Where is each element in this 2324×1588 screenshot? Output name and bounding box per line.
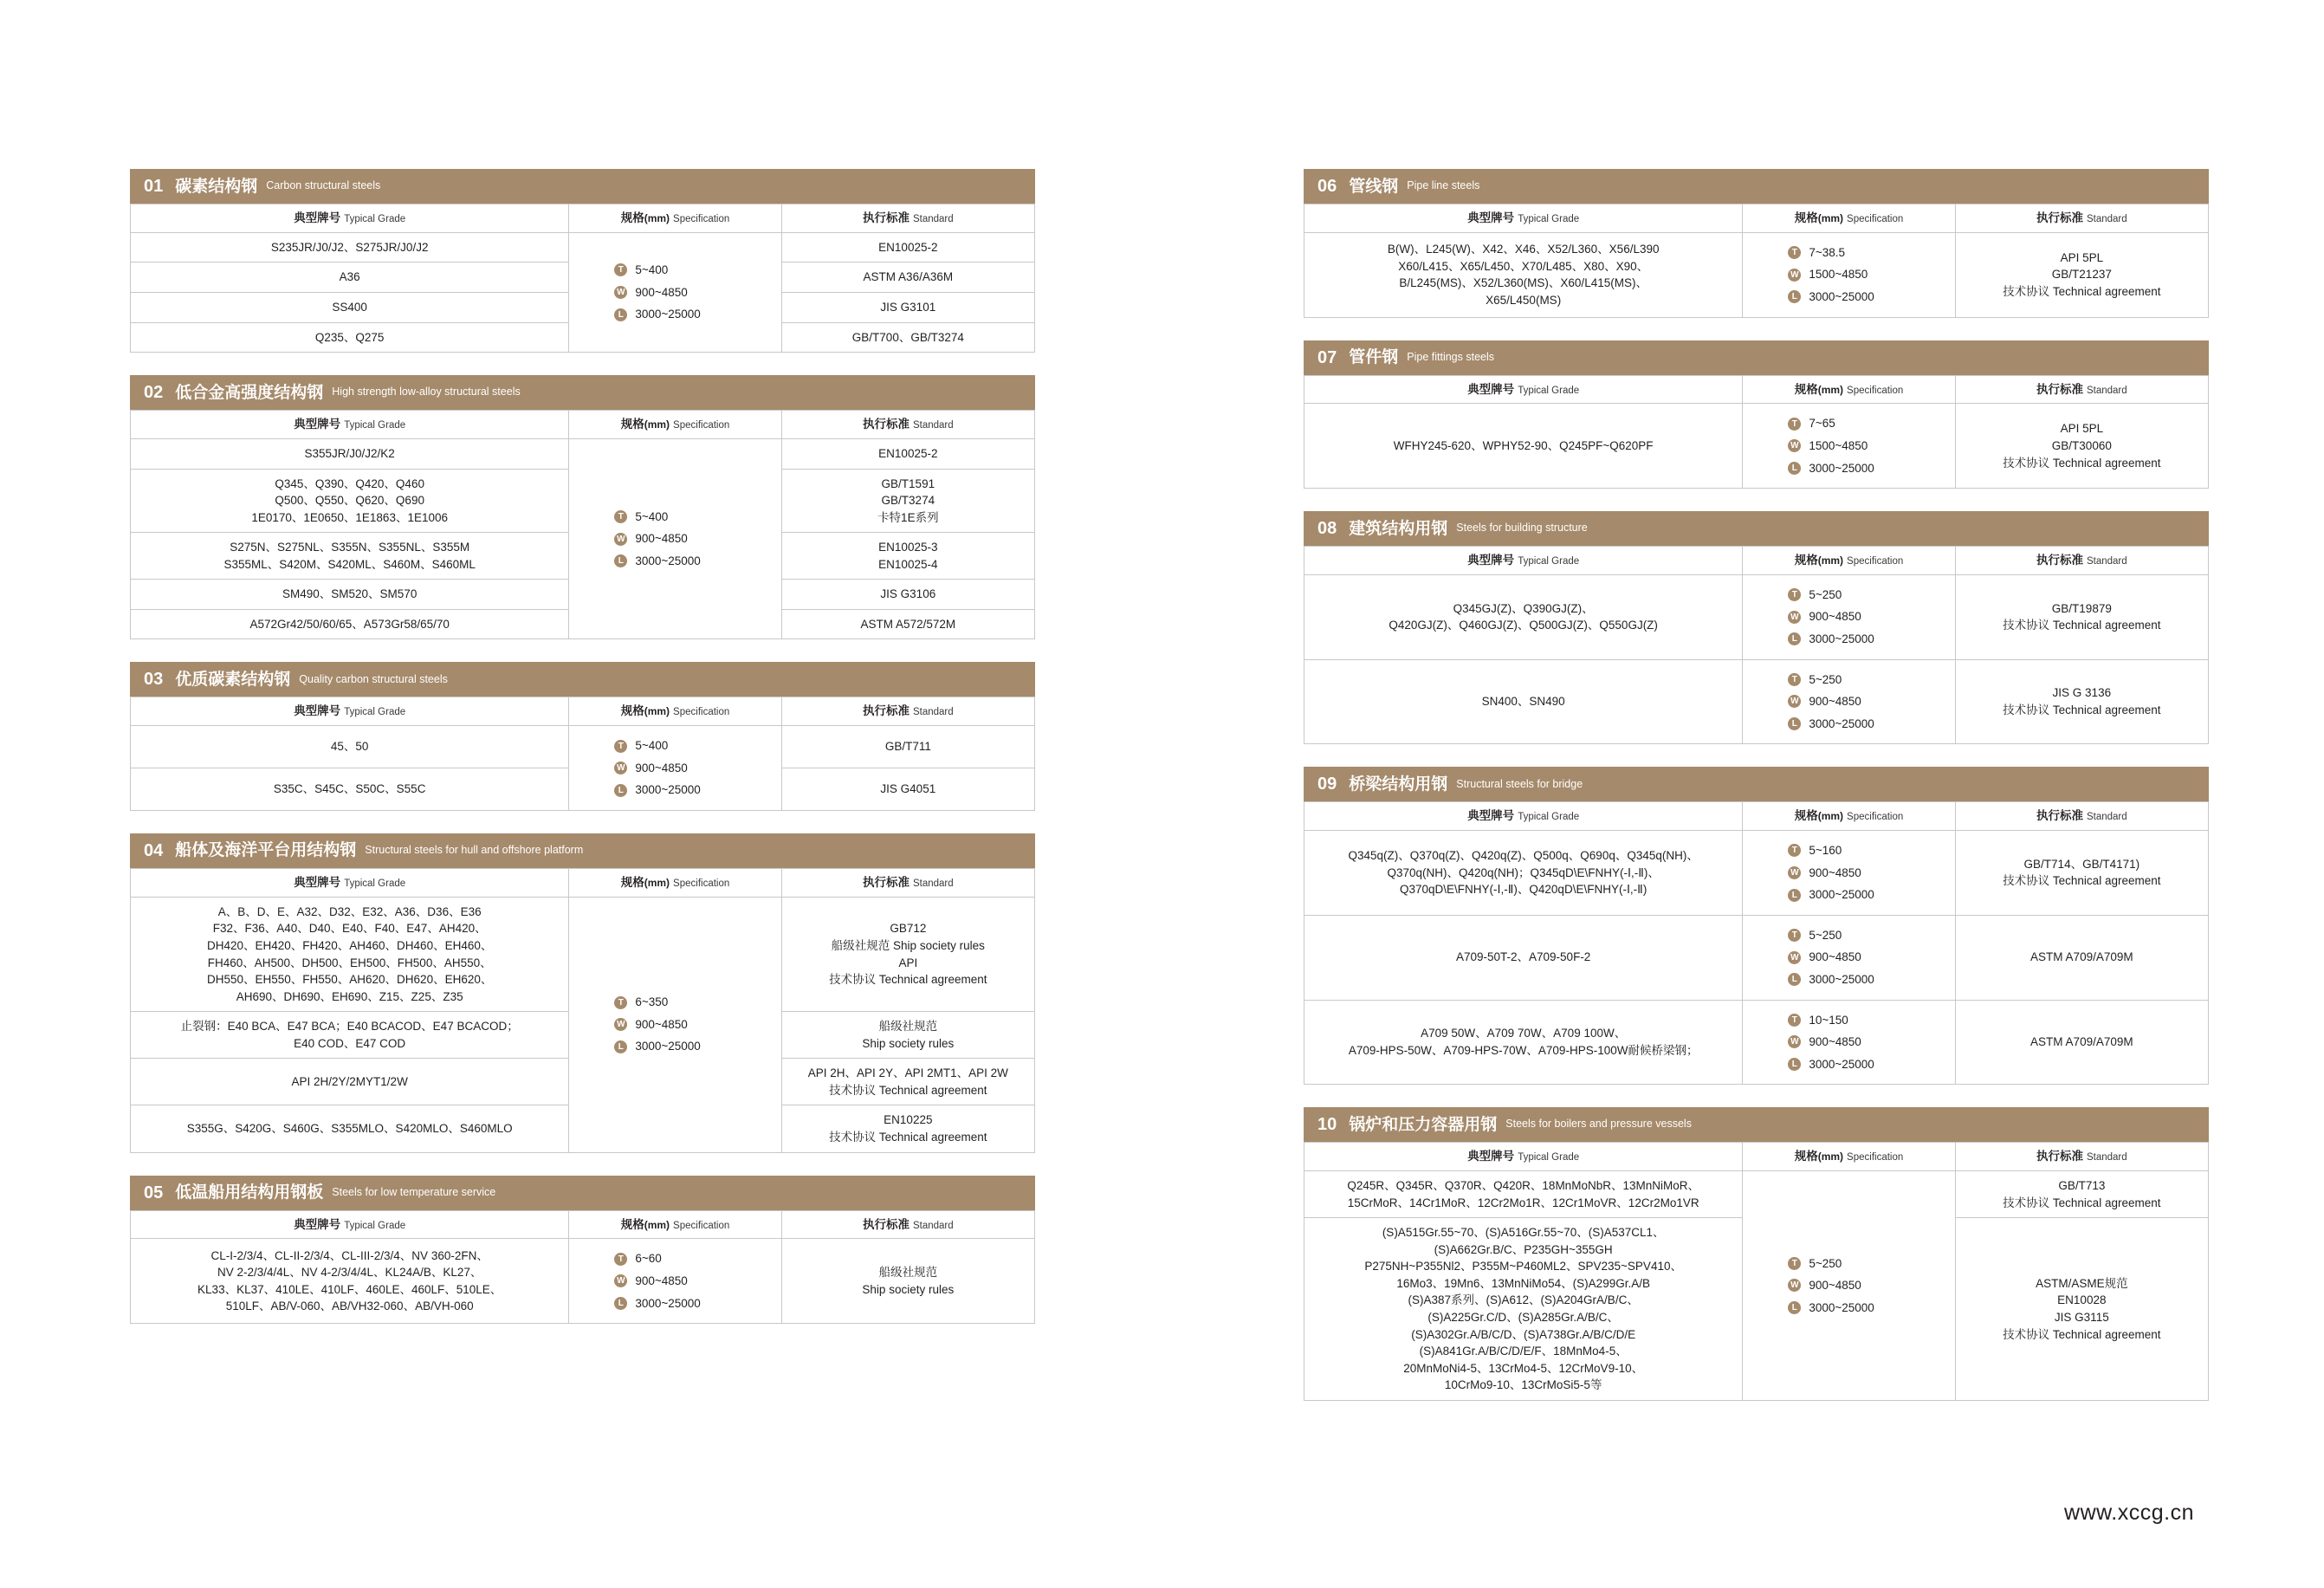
thickness-value: 10~150 bbox=[1809, 1013, 1848, 1027]
length-value: 3000~25000 bbox=[1809, 289, 1874, 303]
section-02 bbox=[130, 375, 1035, 639]
standard-cell: ASTM A709/A709M bbox=[1955, 1000, 2208, 1085]
length-value: 3000~25000 bbox=[1809, 1057, 1874, 1071]
specification-values bbox=[1748, 244, 1949, 306]
grade-cell: A36 bbox=[131, 263, 569, 293]
table-row bbox=[131, 438, 1035, 469]
length-badge-icon: L bbox=[614, 1040, 627, 1053]
section-title-en: High strength low-alloy structural steels bbox=[332, 386, 521, 399]
table-row bbox=[1304, 574, 2209, 659]
standard-cell: GB712 船级社规范 Ship society rules API 技术协议 Technical agreement bbox=[781, 897, 1034, 1011]
width-value: 900~4850 bbox=[1809, 695, 1861, 709]
standard-cell: JIS G3101 bbox=[781, 292, 1034, 322]
specification-values bbox=[1748, 1012, 1949, 1073]
column-header-specification: 规格(mm) Specification bbox=[569, 204, 781, 233]
column-header-standard: 执行标准 Standard bbox=[781, 1210, 1034, 1239]
grade-cell: S235JR/J0/J2、S275JR/J0/J2 bbox=[131, 232, 569, 263]
table-row bbox=[1304, 404, 2209, 489]
table-row bbox=[131, 1239, 1035, 1324]
standard-cell: 船级社规范 Ship society rules bbox=[781, 1239, 1034, 1324]
width-value: 1500~4850 bbox=[1809, 438, 1868, 452]
grade-cell: B(W)、L245(W)、X42、X46、X52/L360、X56/L390 X60/L415、X65/L450、X70/L485、X80、X90、 B/L245(MS)、X52/L360(MS)、X60/L415(MS)、 X65/L450(MS) bbox=[1304, 232, 1743, 317]
section-05 bbox=[130, 1176, 1035, 1325]
section-title-cn: 锅炉和压力容器用钢 bbox=[1349, 1115, 1498, 1134]
table-header-row bbox=[131, 1210, 1035, 1239]
section-title-cn: 低合金高强度结构钢 bbox=[175, 383, 324, 402]
width-badge-icon: W bbox=[614, 286, 627, 299]
column-header-grade: 典型牌号 Typical Grade bbox=[131, 1210, 569, 1239]
width-value: 900~4850 bbox=[635, 1274, 688, 1287]
width-badge-icon: W bbox=[614, 1274, 627, 1287]
left-column bbox=[130, 169, 1035, 1346]
section-06 bbox=[1304, 169, 2209, 318]
length-badge-icon: L bbox=[1788, 889, 1801, 902]
length-value: 3000~25000 bbox=[1809, 972, 1874, 986]
width-value: 900~4850 bbox=[1809, 1279, 1861, 1293]
section-header bbox=[1304, 767, 2209, 801]
standard-cell: GB/T713 技术协议 Technical agreement bbox=[1955, 1171, 2208, 1218]
length-value: 3000~25000 bbox=[1809, 888, 1874, 902]
grade-cell: SN400、SN490 bbox=[1304, 659, 1743, 744]
table-row bbox=[1304, 659, 2209, 744]
column-header-specification: 规格(mm) Specification bbox=[1743, 375, 1955, 404]
steel-grade-table bbox=[1304, 546, 2209, 744]
thickness-value: 5~400 bbox=[635, 263, 669, 277]
section-08 bbox=[1304, 511, 2209, 744]
width-value: 900~4850 bbox=[1809, 950, 1861, 964]
section-title-cn: 桥梁结构用钢 bbox=[1349, 775, 1448, 794]
specification-cell bbox=[569, 897, 781, 1152]
column-header-standard: 执行标准 Standard bbox=[1955, 547, 2208, 575]
column-header-grade: 典型牌号 Typical Grade bbox=[131, 868, 569, 897]
thickness-badge-icon: T bbox=[614, 510, 627, 523]
width-badge-icon: W bbox=[1788, 1035, 1801, 1048]
section-07 bbox=[1304, 340, 2209, 489]
standard-cell: GB/T700、GB/T3274 bbox=[781, 322, 1034, 353]
length-badge-icon: L bbox=[1788, 290, 1801, 303]
thickness-badge-icon: T bbox=[1788, 929, 1801, 942]
specification-values bbox=[1748, 587, 1949, 648]
specification-values bbox=[1748, 1255, 1949, 1317]
column-header-specification: 规格(mm) Specification bbox=[569, 1210, 781, 1239]
column-header-standard: 执行标准 Standard bbox=[781, 411, 1034, 439]
section-number: 05 bbox=[144, 1183, 164, 1202]
right-column bbox=[1304, 169, 2209, 1423]
table-row bbox=[1304, 831, 2209, 916]
section-title-cn: 低温船用结构用钢板 bbox=[175, 1183, 324, 1202]
section-title-cn: 碳素结构钢 bbox=[175, 177, 258, 196]
section-number: 07 bbox=[1317, 347, 1337, 367]
specification-values bbox=[574, 737, 775, 799]
section-title-en: Pipe fittings steels bbox=[1407, 350, 1495, 363]
length-value: 3000~25000 bbox=[1809, 716, 1874, 730]
column-header-specification: 规格(mm) Specification bbox=[1743, 1143, 1955, 1171]
standard-cell: 船级社规范 Ship society rules bbox=[781, 1012, 1034, 1059]
length-badge-icon: L bbox=[1788, 1058, 1801, 1071]
grade-cell: A、B、D、E、A32、D32、E32、A36、D36、E36 F32、F36、A40、D40、E40、F40、E47、AH420、 DH420、EH420、FH420、AH460、DH460、EH460、 FH460、AH500、DH500、EH500、FH500、AH550、 DH550、EH550、FH550、AH620、DH620、EH620、 AH690、DH690、EH690、Z15、Z25、Z35 bbox=[131, 897, 569, 1011]
section-title-en: Quality carbon structural steels bbox=[299, 672, 448, 685]
section-header bbox=[130, 1176, 1035, 1210]
width-value: 900~4850 bbox=[1809, 1035, 1861, 1049]
section-number: 08 bbox=[1317, 519, 1337, 539]
width-value: 1500~4850 bbox=[1809, 268, 1868, 282]
column-header-standard: 执行标准 Standard bbox=[781, 868, 1034, 897]
standard-cell: ASTM/ASME规范 EN10028 JIS G3115 技术协议 Technical agreement bbox=[1955, 1218, 2208, 1401]
thickness-badge-icon: T bbox=[1788, 1014, 1801, 1027]
grade-cell: API 2H/2Y/2MYT1/2W bbox=[131, 1059, 569, 1105]
grade-cell: Q345GJ(Z)、Q390GJ(Z)、 Q420GJ(Z)、Q460GJ(Z)、Q500GJ(Z)、Q550GJ(Z) bbox=[1304, 574, 1743, 659]
column-header-specification: 规格(mm) Specification bbox=[1743, 547, 1955, 575]
specification-cell bbox=[1743, 404, 1955, 489]
section-title-cn: 管线钢 bbox=[1349, 177, 1399, 196]
table-row bbox=[131, 897, 1035, 1011]
width-badge-icon: W bbox=[1788, 951, 1801, 964]
section-title-cn: 建筑结构用钢 bbox=[1349, 519, 1448, 538]
steel-grade-table bbox=[1304, 1142, 2209, 1401]
section-01 bbox=[130, 169, 1035, 353]
section-number: 10 bbox=[1317, 1115, 1337, 1135]
table-header-row bbox=[131, 411, 1035, 439]
column-header-specification: 规格(mm) Specification bbox=[569, 697, 781, 726]
section-03 bbox=[130, 662, 1035, 811]
length-value: 3000~25000 bbox=[1809, 632, 1874, 646]
specification-values bbox=[1748, 671, 1949, 733]
standard-cell: API 2H、API 2Y、API 2MT1、API 2W 技术协议 Technical agreement bbox=[781, 1059, 1034, 1105]
column-header-grade: 典型牌号 Typical Grade bbox=[131, 204, 569, 233]
length-badge-icon: L bbox=[1788, 632, 1801, 645]
specification-cell bbox=[1743, 1000, 1955, 1085]
grade-cell: Q235、Q275 bbox=[131, 322, 569, 353]
specification-cell bbox=[1743, 232, 1955, 317]
thickness-badge-icon: T bbox=[1788, 588, 1801, 601]
column-header-grade: 典型牌号 Typical Grade bbox=[1304, 1143, 1743, 1171]
grade-cell: Q345、Q390、Q420、Q460 Q500、Q550、Q620、Q690 1E0170、1E0650、1E1863、1E1006 bbox=[131, 469, 569, 533]
grade-cell: 45、50 bbox=[131, 726, 569, 768]
width-value: 900~4850 bbox=[1809, 610, 1861, 624]
specification-values bbox=[574, 509, 775, 570]
grade-cell: Q345q(Z)、Q370q(Z)、Q420q(Z)、Q500q、Q690q、Q345q(NH)、 Q370q(NH)、Q420q(NH)；Q345qD\E\FNHY(-Ⅰ,-Ⅱ)、 Q370qD\E\FNHY(-Ⅰ,-Ⅱ)、Q420qD\E\FNHY(-Ⅰ,-Ⅱ) bbox=[1304, 831, 1743, 916]
length-value: 3000~25000 bbox=[635, 308, 701, 321]
table-header-row bbox=[1304, 204, 2209, 233]
width-badge-icon: W bbox=[1788, 611, 1801, 624]
steel-grade-table bbox=[130, 697, 1035, 811]
specification-cell bbox=[569, 726, 781, 811]
standard-cell: ASTM A572/572M bbox=[781, 609, 1034, 639]
column-header-grade: 典型牌号 Typical Grade bbox=[1304, 802, 1743, 831]
section-09 bbox=[1304, 767, 2209, 1085]
standard-cell: JIS G4051 bbox=[781, 768, 1034, 811]
length-badge-icon: L bbox=[1788, 973, 1801, 986]
grade-cell: 止裂钢：E40 BCA、E47 BCA；E40 BCACOD、E47 BCACOD； E40 COD、E47 COD bbox=[131, 1012, 569, 1059]
section-title-en: Steels for boilers and pressure vessels bbox=[1505, 1118, 1692, 1131]
section-number: 02 bbox=[144, 383, 164, 403]
table-header-row bbox=[1304, 1143, 2209, 1171]
table-row bbox=[131, 726, 1035, 768]
thickness-value: 5~250 bbox=[1809, 672, 1842, 686]
length-badge-icon: L bbox=[1788, 717, 1801, 730]
column-header-grade: 典型牌号 Typical Grade bbox=[131, 411, 569, 439]
section-title-cn: 管件钢 bbox=[1349, 348, 1399, 367]
steel-grade-table bbox=[1304, 204, 2209, 318]
standard-cell: EN10025-2 bbox=[781, 438, 1034, 469]
column-header-grade: 典型牌号 Typical Grade bbox=[1304, 547, 1743, 575]
width-badge-icon: W bbox=[1788, 269, 1801, 282]
section-header bbox=[130, 662, 1035, 697]
width-badge-icon: W bbox=[614, 762, 627, 775]
thickness-value: 5~250 bbox=[1809, 928, 1842, 942]
standard-cell: EN10225 技术协议 Technical agreement bbox=[781, 1105, 1034, 1152]
thickness-badge-icon: T bbox=[1788, 246, 1801, 259]
width-badge-icon: W bbox=[1788, 1279, 1801, 1292]
standard-cell: API 5PL GB/T21237 技术协议 Technical agreement bbox=[1955, 232, 2208, 317]
thickness-value: 5~250 bbox=[1809, 587, 1842, 601]
length-badge-icon: L bbox=[1788, 1301, 1801, 1314]
grade-cell: (S)A515Gr.55~70、(S)A516Gr.55~70、(S)A537CL1、 (S)A662Gr.B/C、P235GH~355GH P275NH~P355Nl2、P355M~P460ML2、SPV235~SPV410、 16Mo3、19Mn6、13MnNiMo54、(S)A299Gr.A/B (S)A387系列、(S)A612、(S)A204GrA/B/C、 (S)A225Gr.C/D、(S)A285Gr.A/B/C、 (S)A302Gr.A/B/C/D、(S)A738Gr.A/B/C/D/E (S)A841Gr.A/B/C/D/E/F、18MnMo4-5、 20MnMoNi4-5、13CrMo4-5、12CrMoV9-10、 10CrMo9-10、13CrMoSi5-5等 bbox=[1304, 1218, 1743, 1401]
specification-cell bbox=[1743, 659, 1955, 744]
thickness-badge-icon: T bbox=[614, 1253, 627, 1266]
steel-grade-table bbox=[130, 1210, 1035, 1325]
specification-cell bbox=[569, 232, 781, 352]
section-header bbox=[1304, 1107, 2209, 1142]
column-header-grade: 典型牌号 Typical Grade bbox=[1304, 204, 1743, 233]
grade-cell: Q245R、Q345R、Q370R、Q420R、18MnMoNbR、13MnNiMoR、 15CrMoR、14Cr1MoR、12Cr2Mo1R、12Cr1MoVR、12Cr2Mo1VR bbox=[1304, 1171, 1743, 1218]
grade-cell: S35C、S45C、S50C、S55C bbox=[131, 768, 569, 811]
table-header-row bbox=[131, 204, 1035, 233]
standard-cell: API 5PL GB/T30060 技术协议 Technical agreement bbox=[1955, 404, 2208, 489]
section-title-cn: 船体及海洋平台用结构钢 bbox=[175, 841, 357, 860]
table-row bbox=[1304, 1000, 2209, 1085]
table-row bbox=[131, 232, 1035, 263]
section-number: 03 bbox=[144, 670, 164, 690]
thickness-value: 5~400 bbox=[635, 739, 669, 753]
specification-cell bbox=[569, 438, 781, 639]
column-header-specification: 规格(mm) Specification bbox=[1743, 802, 1955, 831]
column-header-standard: 执行标准 Standard bbox=[1955, 204, 2208, 233]
standard-cell: JIS G 3136 技术协议 Technical agreement bbox=[1955, 659, 2208, 744]
section-title-en: Structural steels for bridge bbox=[1456, 777, 1583, 790]
standard-cell: GB/T19879 技术协议 Technical agreement bbox=[1955, 574, 2208, 659]
column-header-specification: 规格(mm) Specification bbox=[569, 411, 781, 439]
length-value: 3000~25000 bbox=[635, 1296, 701, 1310]
steel-grade-table bbox=[130, 204, 1035, 353]
grade-cell: SS400 bbox=[131, 292, 569, 322]
table-row bbox=[1304, 1171, 2209, 1218]
specification-values bbox=[574, 994, 775, 1055]
section-header bbox=[1304, 511, 2209, 546]
length-value: 3000~25000 bbox=[1809, 1300, 1874, 1314]
specification-values bbox=[1748, 842, 1949, 904]
standard-cell: ASTM A709/A709M bbox=[1955, 915, 2208, 1000]
width-value: 900~4850 bbox=[635, 532, 688, 546]
grade-cell: SM490、SM520、SM570 bbox=[131, 580, 569, 610]
steel-grade-table bbox=[130, 868, 1035, 1153]
section-number: 04 bbox=[144, 840, 164, 860]
column-header-specification: 规格(mm) Specification bbox=[569, 868, 781, 897]
thickness-value: 7~65 bbox=[1809, 417, 1835, 431]
column-header-standard: 执行标准 Standard bbox=[1955, 1143, 2208, 1171]
section-10 bbox=[1304, 1107, 2209, 1401]
thickness-value: 5~250 bbox=[1809, 1256, 1842, 1270]
thickness-badge-icon: T bbox=[1788, 844, 1801, 857]
specification-values bbox=[574, 1250, 775, 1312]
standard-cell: GB/T714、GB/T4171) 技术协议 Technical agreement bbox=[1955, 831, 2208, 916]
width-value: 900~4850 bbox=[635, 1017, 688, 1031]
section-title-en: Pipe line steels bbox=[1407, 179, 1480, 192]
section-04 bbox=[130, 833, 1035, 1153]
grade-cell: A572Gr42/50/60/65、A573Gr58/65/70 bbox=[131, 609, 569, 639]
table-header-row bbox=[1304, 547, 2209, 575]
length-value: 3000~25000 bbox=[1809, 461, 1874, 475]
section-header bbox=[130, 833, 1035, 868]
column-header-standard: 执行标准 Standard bbox=[781, 697, 1034, 726]
length-value: 3000~25000 bbox=[635, 783, 701, 797]
specification-cell bbox=[1743, 831, 1955, 916]
width-badge-icon: W bbox=[1788, 695, 1801, 708]
width-badge-icon: W bbox=[614, 1018, 627, 1031]
standard-cell: ASTM A36/A36M bbox=[781, 263, 1034, 293]
standard-cell: EN10025-3 EN10025-4 bbox=[781, 533, 1034, 580]
section-title-en: Carbon structural steels bbox=[266, 179, 381, 192]
length-badge-icon: L bbox=[614, 554, 627, 567]
length-badge-icon: L bbox=[1788, 462, 1801, 475]
specification-cell bbox=[569, 1239, 781, 1324]
footer-website-url: www.xccg.cn bbox=[2064, 1500, 2194, 1525]
thickness-value: 6~350 bbox=[635, 995, 669, 1009]
specification-cell bbox=[1743, 915, 1955, 1000]
column-header-standard: 执行标准 Standard bbox=[1955, 802, 2208, 831]
thickness-value: 7~38.5 bbox=[1809, 245, 1845, 259]
width-badge-icon: W bbox=[1788, 866, 1801, 879]
length-value: 3000~25000 bbox=[635, 554, 701, 567]
thickness-badge-icon: T bbox=[614, 263, 627, 276]
table-header-row bbox=[131, 868, 1035, 897]
grade-cell: WFHY245-620、WPHY52-90、Q245PF~Q620PF bbox=[1304, 404, 1743, 489]
width-value: 900~4850 bbox=[635, 761, 688, 775]
grade-cell: A709-50T-2、A709-50F-2 bbox=[1304, 915, 1743, 1000]
table-header-row bbox=[131, 697, 1035, 726]
section-number: 06 bbox=[1317, 177, 1337, 196]
thickness-value: 5~400 bbox=[635, 509, 669, 523]
table-header-row bbox=[1304, 802, 2209, 831]
steel-grade-table bbox=[1304, 801, 2209, 1085]
grade-cell: A709 50W、A709 70W、A709 100W、 A709-HPS-50W、A709-HPS-70W、A709-HPS-100W耐候桥梁钢； bbox=[1304, 1000, 1743, 1085]
column-header-standard: 执行标准 Standard bbox=[1955, 375, 2208, 404]
grade-cell: CL-I-2/3/4、CL-II-2/3/4、CL-III-2/3/4、NV 360-2FN、 NV 2-2/3/4/4L、NV 4-2/3/4/4L、KL24A/B、KL27、 KL33、KL37、410LE、410LF、460LE、460LF、510LE、 510LF、AB/V-060、AB/VH32-060、AB/VH-060 bbox=[131, 1239, 569, 1324]
section-header bbox=[130, 169, 1035, 204]
thickness-value: 5~160 bbox=[1809, 844, 1842, 858]
table-row bbox=[1304, 232, 2209, 317]
column-header-grade: 典型牌号 Typical Grade bbox=[1304, 375, 1743, 404]
section-number: 09 bbox=[1317, 775, 1337, 794]
grade-cell: S275N、S275NL、S355N、S355NL、S355M S355ML、S420M、S420ML、S460M、S460ML bbox=[131, 533, 569, 580]
section-header bbox=[1304, 340, 2209, 375]
section-number: 01 bbox=[144, 177, 164, 196]
width-badge-icon: W bbox=[1788, 439, 1801, 452]
specification-values bbox=[1748, 927, 1949, 988]
specification-values bbox=[1748, 415, 1949, 476]
section-title-en: Steels for building structure bbox=[1456, 522, 1588, 535]
column-header-grade: 典型牌号 Typical Grade bbox=[131, 697, 569, 726]
section-title-en: Structural steels for hull and offshore platform bbox=[365, 844, 584, 857]
length-badge-icon: L bbox=[614, 1297, 627, 1310]
thickness-value: 6~60 bbox=[635, 1252, 662, 1266]
length-badge-icon: L bbox=[614, 784, 627, 797]
standard-cell: GB/T711 bbox=[781, 726, 1034, 768]
length-badge-icon: L bbox=[614, 308, 627, 321]
grade-cell: S355G、S420G、S460G、S355MLO、S420MLO、S460MLO bbox=[131, 1105, 569, 1152]
steel-grade-table bbox=[130, 410, 1035, 639]
standard-cell: GB/T1591 GB/T3274 卡特1E系列 bbox=[781, 469, 1034, 533]
specification-values bbox=[574, 262, 775, 323]
specification-cell bbox=[1743, 574, 1955, 659]
specification-cell bbox=[1743, 1171, 1955, 1401]
width-value: 900~4850 bbox=[1809, 865, 1861, 879]
section-header bbox=[1304, 169, 2209, 204]
section-header bbox=[130, 375, 1035, 410]
column-header-standard: 执行标准 Standard bbox=[781, 204, 1034, 233]
standard-cell: EN10025-2 bbox=[781, 232, 1034, 263]
section-title-en: Steels for low temperature service bbox=[332, 1185, 496, 1198]
thickness-badge-icon: T bbox=[614, 996, 627, 1009]
grade-cell: S355JR/J0/J2/K2 bbox=[131, 438, 569, 469]
width-badge-icon: W bbox=[614, 533, 627, 546]
width-value: 900~4850 bbox=[635, 285, 688, 299]
table-row bbox=[1304, 915, 2209, 1000]
table-header-row bbox=[1304, 375, 2209, 404]
thickness-badge-icon: T bbox=[1788, 673, 1801, 686]
steel-grade-table bbox=[1304, 375, 2209, 489]
column-header-specification: 规格(mm) Specification bbox=[1743, 204, 1955, 233]
thickness-badge-icon: T bbox=[1788, 418, 1801, 431]
section-title-cn: 优质碳素结构钢 bbox=[175, 670, 291, 689]
thickness-badge-icon: T bbox=[614, 740, 627, 753]
length-value: 3000~25000 bbox=[635, 1040, 701, 1053]
standard-cell: JIS G3106 bbox=[781, 580, 1034, 610]
thickness-badge-icon: T bbox=[1788, 1257, 1801, 1270]
